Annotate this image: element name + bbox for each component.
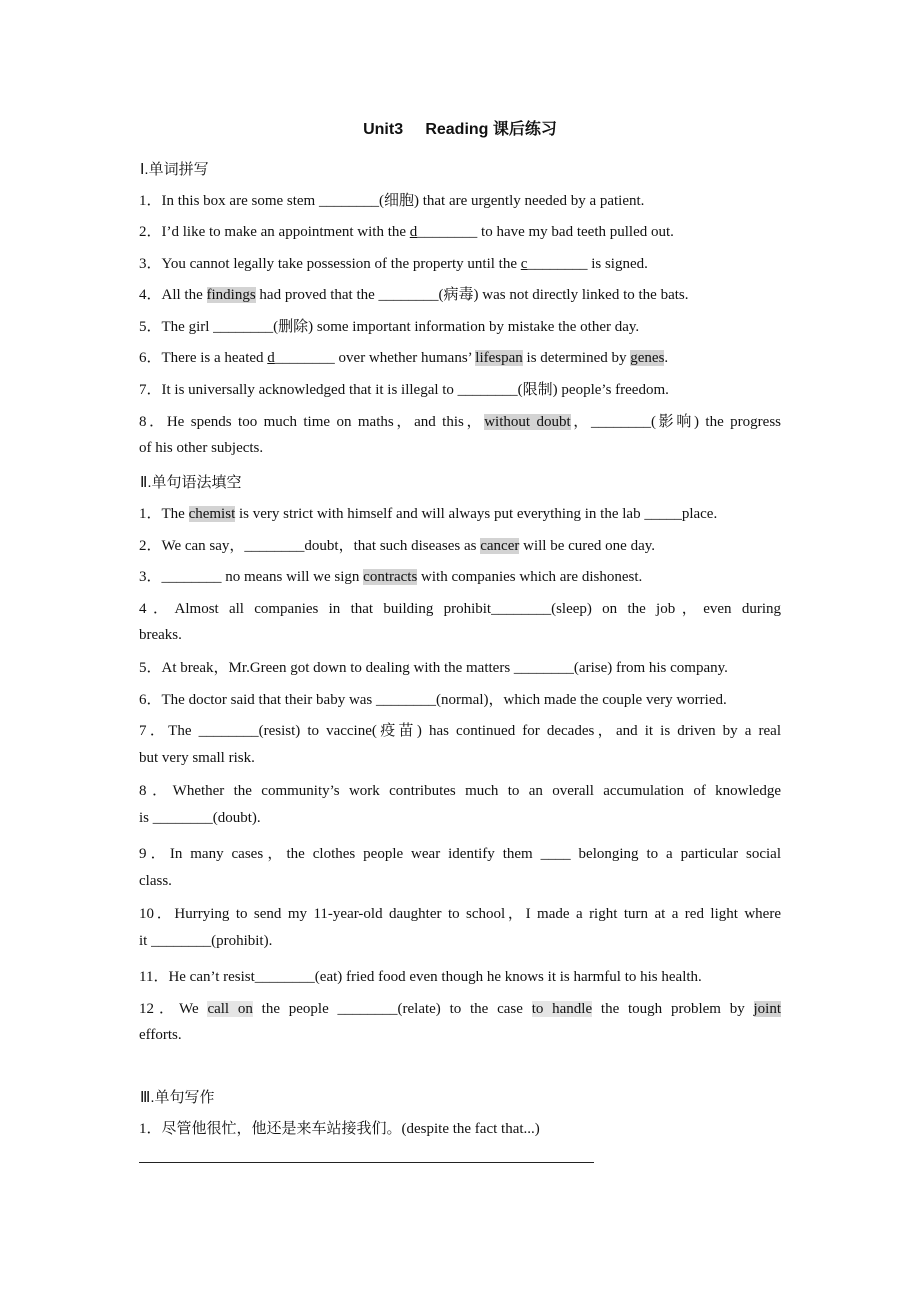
grammar-question-1: 1．The chemist is very strict with himself and will always put everything in the lab _____place.: [139, 506, 718, 522]
spelling-question-4: 4．All the findings had proved that the ________(病毒) was not directly linked to the bats.: [139, 287, 689, 303]
grammar-question-7: 7．The ________(resist) to vaccine(疫苗) has continued for decades，and it is driven by a real: [139, 723, 781, 739]
grammar-question-10-cont: it ________(prohibit).: [139, 933, 273, 949]
grammar-question-8-cont: is ________(doubt).: [139, 810, 261, 826]
answer-line: [139, 1162, 594, 1163]
spelling-question-8: 8．He spends too much time on maths，and this，without doubt，________(影响) the progress: [139, 414, 781, 430]
grammar-question-7-cont: but very small risk.: [139, 750, 255, 766]
spelling-question-8-cont: of his other subjects.: [139, 440, 264, 456]
spelling-question-6: 6．There is a heated d________ over whether humans’ lifespan is determined by genes.: [139, 350, 669, 366]
grammar-question-9: 9．In many cases，the clothes people wear identify them ____ belonging to a particular social: [139, 846, 781, 862]
section-heading-spelling: Ⅰ.单词拼写: [140, 161, 209, 178]
grammar-question-4-cont: breaks.: [139, 627, 182, 643]
grammar-question-8: 8．Whether the community’s work contributes much to an overall accumulation of knowledge: [139, 783, 781, 799]
highlighted-word: lifespan: [475, 350, 523, 366]
grammar-question-2: 2．We can say，________doubt，that such diseases as cancer will be cured one day.: [139, 538, 656, 554]
spelling-question-2: 2．I’d like to make an appointment with the d________ to have my bad teeth pulled out.: [139, 224, 674, 240]
section-heading-writing: Ⅲ.单句写作: [140, 1089, 215, 1106]
grammar-question-9-cont: class.: [139, 873, 172, 889]
highlighted-word: findings: [206, 287, 256, 303]
grammar-question-10: 10．Hurrying to send my 11-year-old daughter to school，I made a right turn at a red light where: [139, 906, 781, 922]
highlighted-word: to handle: [531, 1001, 593, 1017]
grammar-question-3: 3．________ no means will we sign contracts with companies which are dishonest.: [139, 569, 643, 585]
grammar-question-6: 6．The doctor said that their baby was ________(normal)，which made the couple very worried.: [139, 692, 727, 708]
grammar-question-4: 4．Almost all companies in that building prohibit________(sleep) on the job，even during: [139, 601, 781, 617]
page-title: Unit3 Reading 课后练习: [363, 121, 557, 138]
highlighted-word: cancer: [480, 538, 520, 554]
spelling-question-1: 1．In this box are some stem ________(细胞) that are urgently needed by a patient.: [139, 193, 645, 209]
grammar-question-11: 11．He can’t resist________(eat) fried food even though he knows it is harmful to his health.: [139, 969, 702, 985]
highlighted-word: call on: [207, 1001, 253, 1017]
section-heading-grammar: Ⅱ.单句语法填空: [140, 474, 242, 491]
grammar-question-12-cont: efforts.: [139, 1027, 182, 1043]
writing-question-1: 1．尽管他很忙，他还是来车站接我们。(despite the fact that...): [139, 1121, 540, 1137]
spelling-question-3: 3．You cannot legally take possession of the property until the c________ is signed.: [139, 256, 648, 272]
highlighted-word: joint: [753, 1001, 782, 1017]
highlighted-word: without doubt: [484, 414, 571, 430]
highlighted-word: contracts: [363, 569, 418, 585]
grammar-question-5: 5．At break，Mr.Green got down to dealing with the matters ________(arise) from his company.: [139, 660, 728, 676]
highlighted-word: genes: [630, 350, 665, 366]
spelling-question-7: 7．It is universally acknowledged that it is illegal to ________(限制) people’s freedom.: [139, 382, 669, 398]
highlighted-word: chemist: [188, 506, 236, 522]
spelling-question-5: 5．The girl ________(删除) some important information by mistake the other day.: [139, 319, 640, 335]
grammar-question-12: 12．We call on the people ________(relate) to the case to handle the tough problem by joint: [139, 1001, 782, 1017]
